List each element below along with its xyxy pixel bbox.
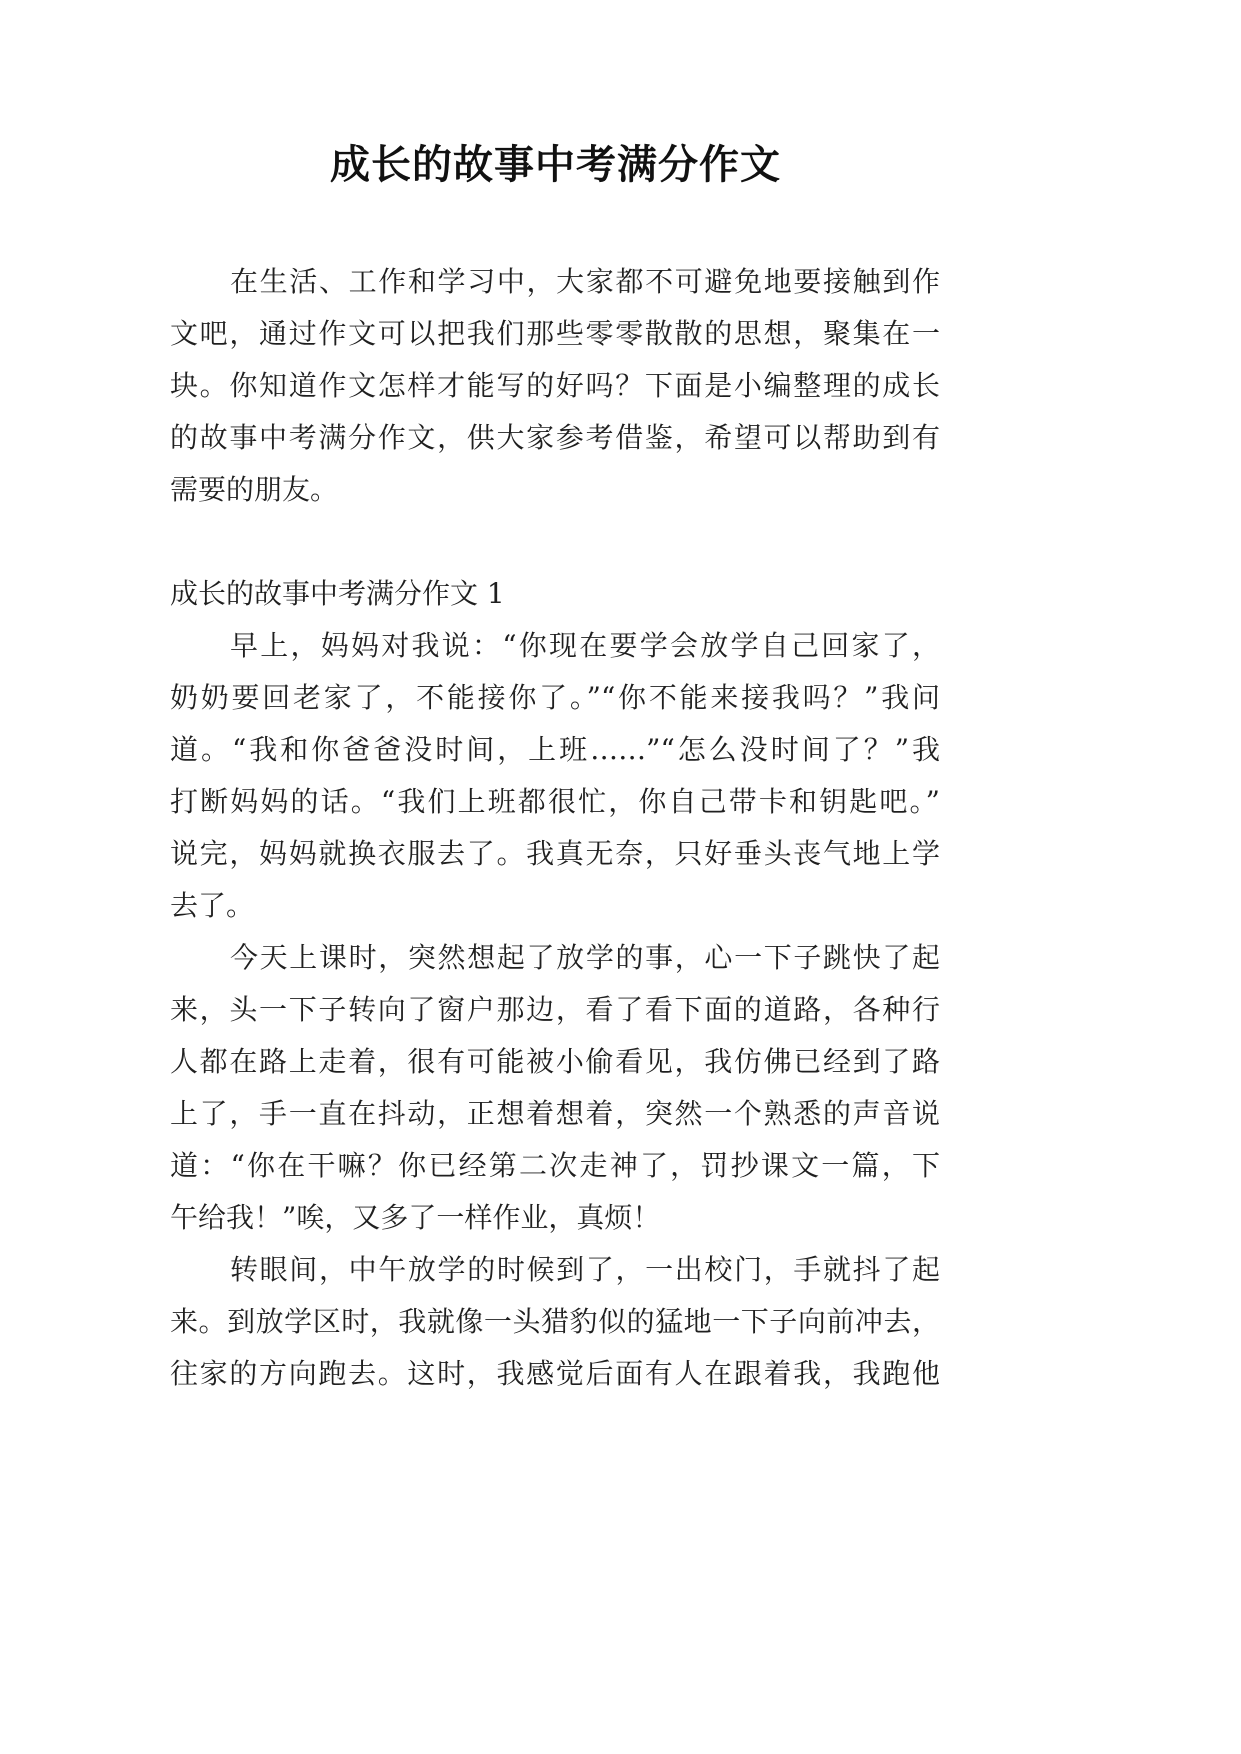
text-line: 转眼间，中午放学的时候到了，一出校门，手就抖了起 (230, 1253, 940, 1286)
text-line: 道：“你在干嘛？你已经第二次走神了，罚抄课文一篇，下 (170, 1149, 940, 1182)
document-body (170, 256, 940, 1400)
text-line: 上了，手一直在抖动，正想着想着，突然一个熟悉的声音说 (170, 1097, 940, 1130)
section-heading: 成长的故事中考满分作文 1 (170, 577, 505, 610)
text-line: 人都在路上走着，很有可能被小偷看见，我仿佛已经到了路 (170, 1045, 940, 1078)
text-line: 说完，妈妈就换衣服去了。我真无奈，只好垂头丧气地上学 (170, 837, 940, 870)
body-paragraph (170, 1244, 940, 1400)
text-line: 需要的朋友。 (170, 473, 339, 506)
text-line: 来。到放学区时，我就像一头猎豹似的猛地一下子向前冲去， (170, 1305, 940, 1338)
body-paragraph (170, 620, 940, 932)
text-line: 打断妈妈的话。“我们上班都很忙，你自己带卡和钥匙吧。” (170, 785, 940, 818)
text-line: 今天上课时，突然想起了放学的事，心一下子跳快了起 (230, 941, 940, 974)
text-line: 午给我！”唉，又多了一样作业，真烦！ (170, 1201, 661, 1234)
text-line: 去了。 (170, 889, 255, 922)
text-line: 在生活、工作和学习中，大家都不可避免地要接触到作 (230, 265, 940, 298)
intro-paragraph (170, 256, 940, 516)
text-line: 来，头一下子转向了窗户那边，看了看下面的道路，各种行 (170, 993, 940, 1026)
text-line: 块。你知道作文怎样才能写的好吗？下面是小编整理的成长 (170, 369, 940, 402)
document-title: 成长的故事中考满分作文 (330, 141, 781, 188)
body-paragraph (170, 932, 940, 1244)
text-line: 文吧，通过作文可以把我们那些零零散散的思想，聚集在一 (170, 317, 940, 350)
text-line: 的故事中考满分作文，供大家参考借鉴，希望可以帮助到有 (170, 421, 940, 454)
text-line: 道。“我和你爸爸没时间，上班……”“怎么没时间了？”我 (170, 733, 940, 766)
text-line: 奶奶要回老家了，不能接你了。”“你不能来接我吗？”我问 (170, 681, 940, 714)
blank-line (170, 516, 940, 568)
text-line: 往家的方向跑去。这时，我感觉后面有人在跟着我，我跑他 (170, 1357, 940, 1390)
text-line: 早上，妈妈对我说：“你现在要学会放学自己回家了， (230, 629, 940, 662)
